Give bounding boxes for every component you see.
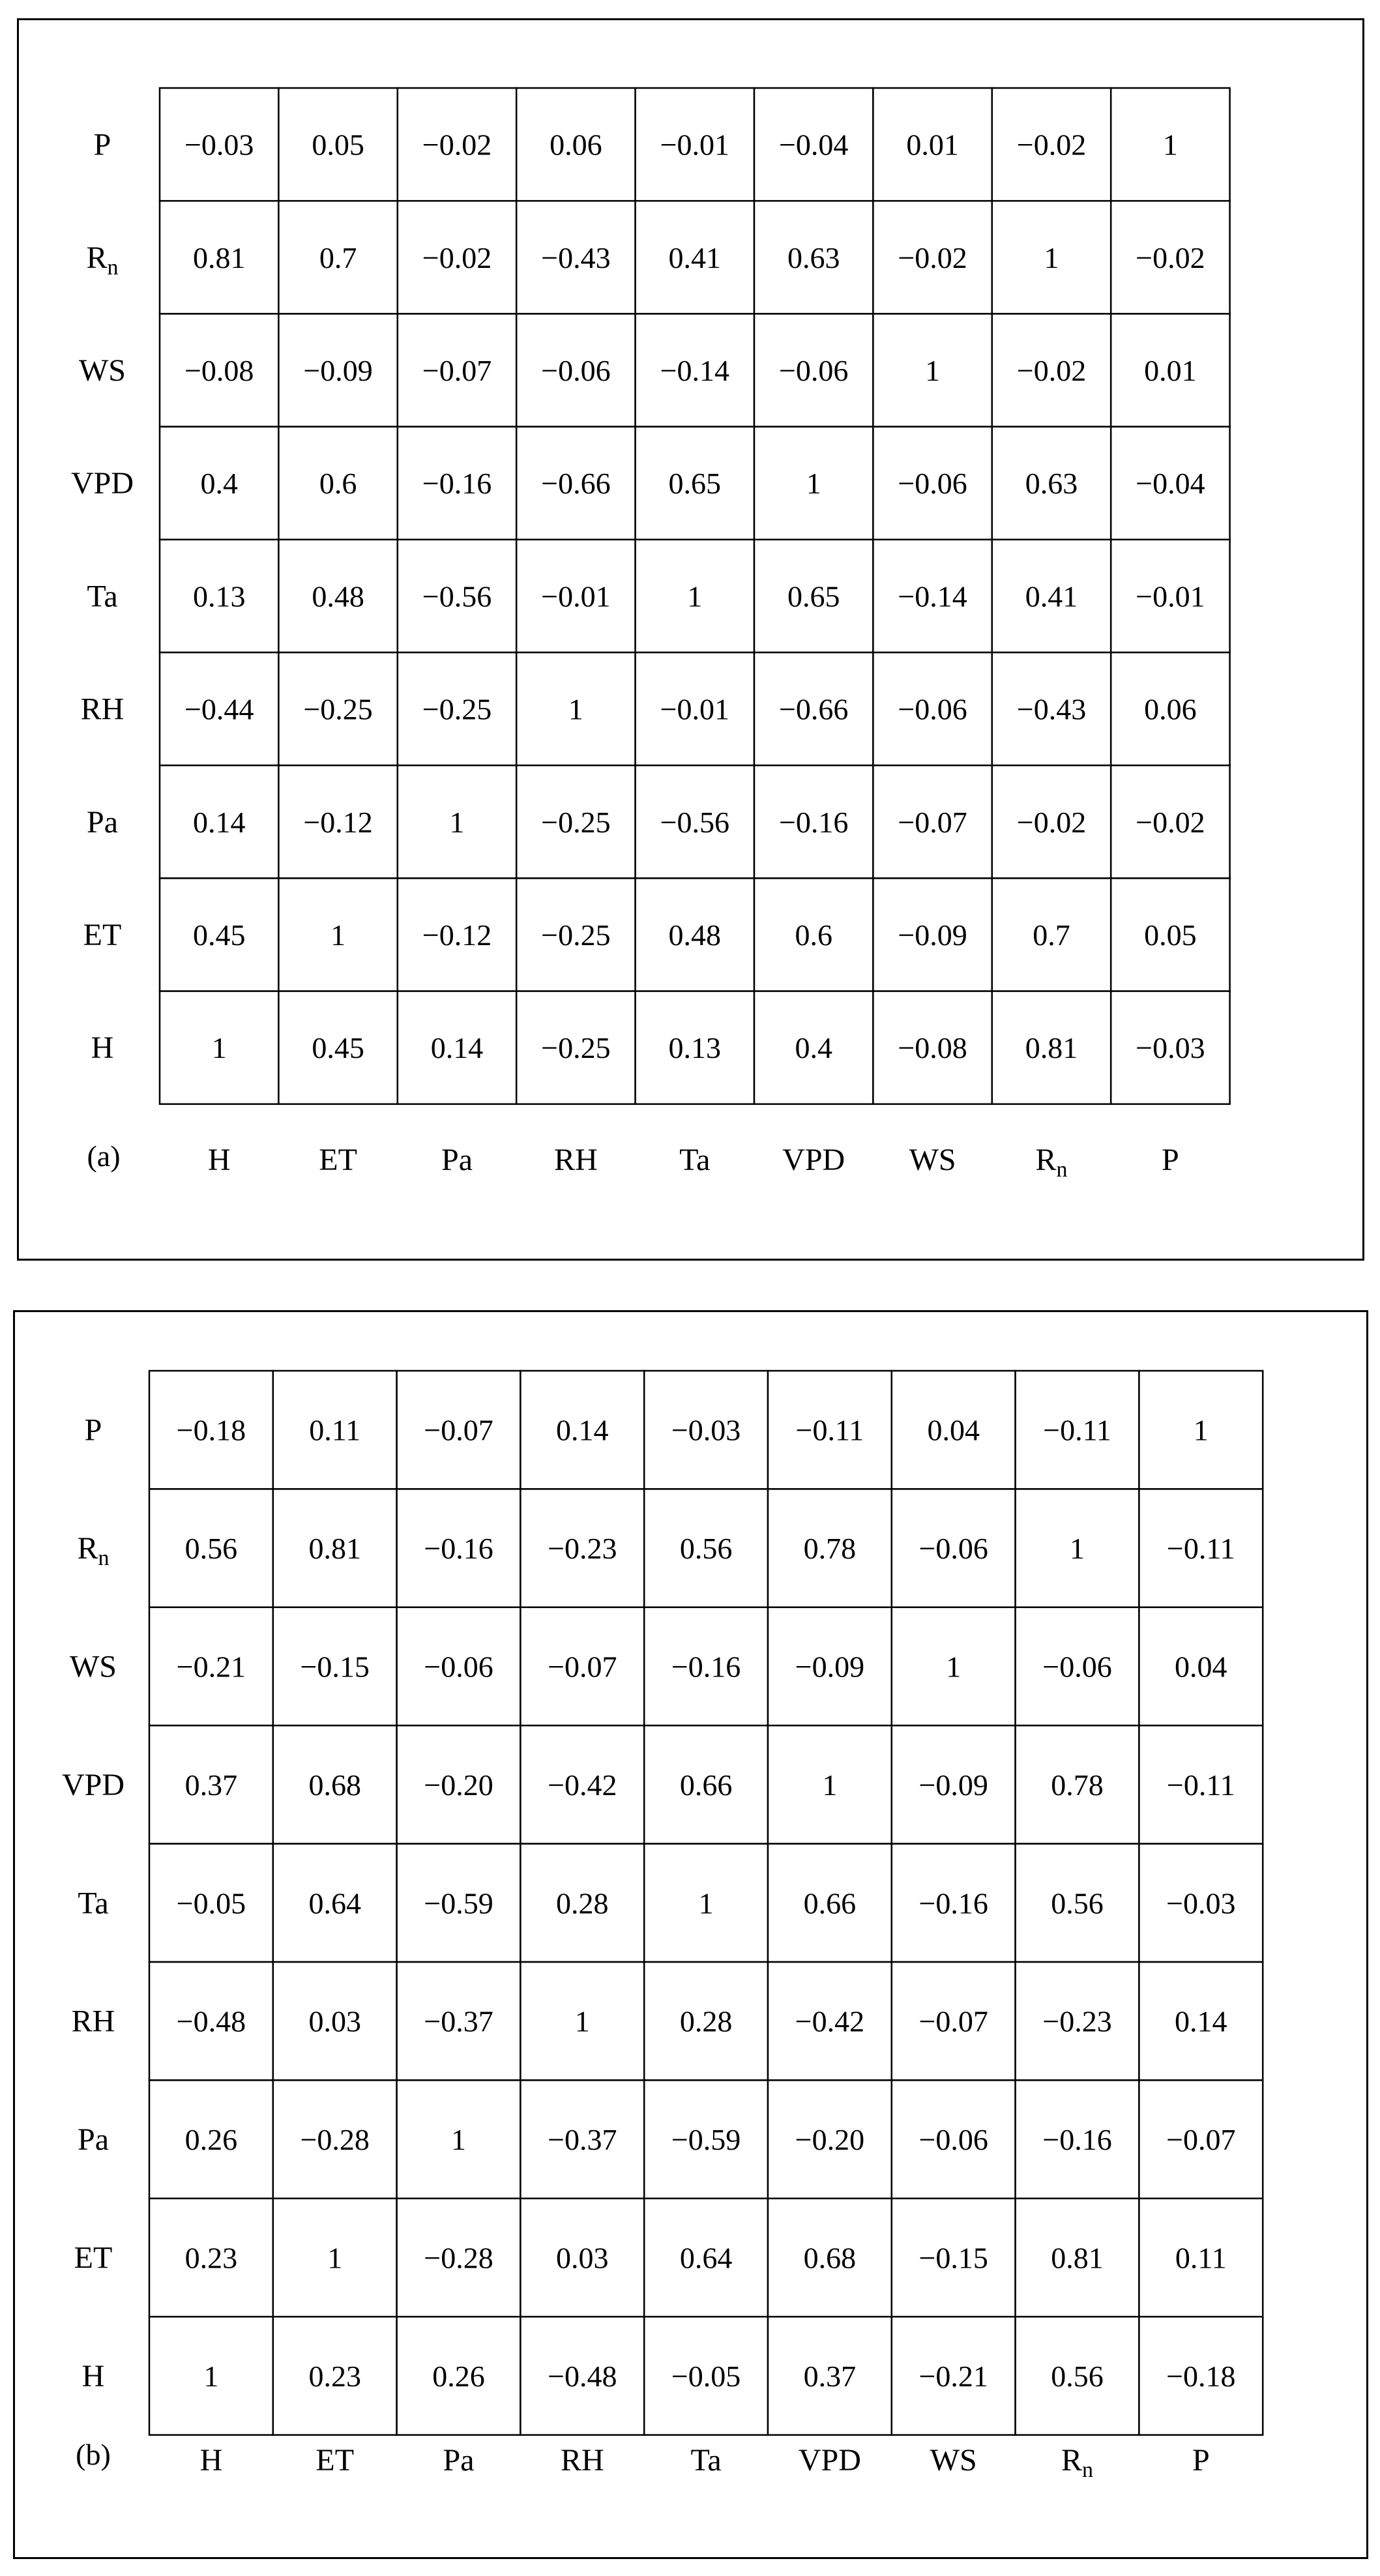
cell-value-h-et: 0.23	[308, 2359, 361, 2393]
cell-value-vpd-ws: −0.06	[898, 467, 967, 501]
cell-value-ta-ta: 1	[687, 579, 703, 613]
cell-value-rh-rn: −0.43	[1016, 692, 1087, 726]
cell-value-rh-et: 0.03	[308, 2004, 361, 2038]
column-label-ta: Ta	[690, 2443, 722, 2478]
cell-value-ta-pa: −0.56	[422, 579, 492, 613]
column-label-p: P	[1162, 1143, 1179, 1177]
cell-value-et-rh: 0.03	[556, 2241, 609, 2275]
cell-value-rn-p: −0.02	[1136, 241, 1205, 274]
cell-value-et-ta: 0.48	[668, 918, 722, 952]
cell-value-p-ws: 0.01	[906, 128, 959, 162]
cell-value-rn-rn: 1	[1070, 1532, 1085, 1566]
row-label-p: P	[93, 127, 111, 162]
row-label-h: H	[81, 2358, 105, 2393]
cell-value-rh-h: −0.44	[184, 692, 254, 726]
row-label-et: ET	[83, 918, 122, 952]
cell-value-h-h: 1	[211, 1031, 227, 1065]
cell-value-ws-et: −0.15	[300, 1650, 370, 1684]
row-label-et: ET	[74, 2240, 113, 2276]
cell-value-p-h: −0.18	[176, 1413, 246, 1447]
column-label-vpd: VPD	[782, 1143, 845, 1177]
cell-value-rh-rn: −0.23	[1042, 2004, 1112, 2038]
cell-value-p-rh: 0.14	[556, 1413, 609, 1447]
column-label-ta: Ta	[679, 1143, 711, 1177]
row-label-pa: Pa	[87, 804, 118, 840]
cell-value-vpd-vpd: 1	[822, 1768, 838, 1802]
column-label-rh: RH	[554, 1143, 598, 1177]
row-label-rh: RH	[80, 692, 125, 727]
cell-value-vpd-rh: −0.66	[541, 467, 611, 501]
cell-value-pa-p: −0.07	[1166, 2123, 1236, 2157]
cell-value-et-h: 0.45	[192, 918, 246, 952]
column-label-et: ET	[316, 2443, 355, 2478]
cell-value-ws-h: −0.08	[184, 354, 254, 387]
cell-value-rh-p: 0.06	[1144, 692, 1197, 726]
correlation-panel-b	[13, 1310, 1368, 2559]
cell-value-h-vpd: 0.4	[795, 1031, 832, 1065]
cell-value-ws-vpd: −0.06	[778, 354, 849, 387]
cell-value-rh-rh: 1	[568, 692, 583, 726]
cell-value-ta-rn: 0.41	[1025, 579, 1078, 613]
cell-value-vpd-h: 0.4	[200, 467, 238, 501]
row-label-vpd: VPD	[70, 466, 134, 501]
cell-value-ta-h: −0.05	[176, 1886, 246, 1920]
cell-value-h-p: −0.18	[1166, 2359, 1236, 2393]
cell-value-rn-pa: −0.16	[424, 1532, 493, 1566]
cell-value-ta-h: 0.13	[192, 579, 246, 613]
column-label-h: H	[207, 1143, 231, 1177]
cell-value-ta-p: −0.03	[1166, 1886, 1236, 1920]
cell-value-pa-ta: −0.56	[660, 805, 730, 839]
cell-value-ta-vpd: 0.66	[803, 1886, 857, 1920]
cell-value-vpd-et: 0.68	[308, 1768, 361, 1802]
cell-value-p-rh: 0.06	[550, 128, 602, 162]
cell-value-ta-p: −0.01	[1136, 579, 1205, 613]
grid-cells	[149, 1371, 1263, 2435]
cell-value-ta-rh: 0.28	[556, 1886, 609, 1920]
cell-value-p-ta: −0.03	[671, 1413, 741, 1447]
cell-value-vpd-rh: −0.42	[548, 1768, 617, 1802]
cell-value-pa-vpd: −0.20	[795, 2123, 865, 2157]
column-label-pa: Pa	[441, 1143, 473, 1177]
cell-value-et-h: 0.23	[184, 2241, 238, 2275]
cell-value-rh-ws: −0.06	[898, 692, 967, 726]
cell-value-ws-vpd: −0.09	[795, 1650, 865, 1684]
cell-value-pa-p: −0.02	[1136, 805, 1205, 839]
cell-value-rn-ws: −0.06	[918, 1532, 988, 1566]
cell-value-et-vpd: 0.68	[803, 2241, 857, 2275]
cell-value-h-vpd: 0.37	[803, 2359, 857, 2393]
cell-value-rn-et: 0.81	[308, 1532, 361, 1566]
cell-value-et-rh: −0.25	[541, 918, 611, 952]
cell-value-pa-h: 0.14	[192, 805, 246, 839]
cell-value-et-pa: −0.12	[422, 918, 492, 952]
cell-value-rh-pa: −0.25	[422, 692, 492, 726]
cell-value-ws-ws: 1	[925, 354, 941, 387]
grid-cells	[160, 88, 1230, 1104]
correlation-panel-a	[17, 18, 1364, 1261]
cell-value-pa-ta: −0.59	[671, 2123, 741, 2157]
cell-value-et-vpd: 0.6	[795, 918, 832, 952]
cell-value-vpd-et: 0.6	[319, 467, 357, 501]
cell-value-ws-h: −0.21	[176, 1650, 246, 1684]
cell-value-vpd-h: 0.37	[184, 1768, 238, 1802]
cell-value-p-rn: −0.11	[1043, 1413, 1111, 1447]
cell-value-rh-ta: −0.01	[660, 692, 730, 726]
cell-value-p-et: 0.05	[312, 128, 364, 162]
cell-value-pa-pa: 1	[451, 2123, 466, 2157]
cell-value-h-rh: −0.48	[548, 2359, 617, 2393]
cell-value-vpd-ta: 0.65	[668, 467, 722, 501]
cell-value-pa-pa: 1	[449, 805, 465, 839]
panel-label-b: (b)	[76, 2438, 111, 2471]
column-label-vpd: VPD	[798, 2443, 861, 2478]
cell-value-rn-p: −0.11	[1166, 1532, 1235, 1566]
cell-value-p-h: −0.03	[184, 128, 254, 162]
cell-value-ws-ta: −0.14	[660, 354, 730, 387]
cell-value-vpd-ta: 0.66	[679, 1768, 733, 1802]
cell-value-rn-pa: −0.02	[422, 241, 492, 274]
cell-value-ws-p: 0.01	[1144, 354, 1197, 387]
cell-value-rn-ws: −0.02	[898, 241, 967, 274]
cell-value-h-p: −0.03	[1136, 1031, 1205, 1065]
cell-value-ta-vpd: 0.65	[787, 579, 840, 613]
cell-value-pa-vpd: −0.16	[778, 805, 849, 839]
row-label-p: P	[84, 1412, 102, 1448]
column-label-ws: WS	[930, 2443, 977, 2478]
cell-value-ta-et: 0.48	[312, 579, 364, 613]
column-label-p: P	[1192, 2443, 1210, 2478]
cell-value-rn-rh: −0.43	[541, 241, 611, 274]
panel-label-a: (a)	[87, 1139, 121, 1173]
cell-value-rh-pa: −0.37	[424, 2004, 493, 2038]
cell-value-pa-et: −0.12	[303, 805, 373, 839]
cell-value-ws-ws: 1	[946, 1650, 962, 1684]
cell-value-p-et: 0.11	[309, 1413, 361, 1447]
cell-value-p-pa: −0.07	[424, 1413, 493, 1447]
cell-value-ws-pa: −0.07	[422, 354, 492, 387]
cell-value-ws-rn: −0.02	[1016, 354, 1087, 387]
column-label-rn: $R_n$	[1035, 1143, 1068, 1182]
cell-value-vpd-rn: 0.78	[1051, 1768, 1104, 1802]
cell-value-rn-rh: −0.23	[548, 1532, 617, 1566]
row-label-ws: WS	[79, 353, 126, 388]
cell-value-h-ta: 0.13	[668, 1031, 722, 1065]
cell-value-et-et: 1	[327, 2241, 343, 2275]
cell-value-et-p: 0.11	[1175, 2241, 1227, 2275]
cell-value-ws-rh: −0.06	[541, 354, 611, 387]
row-label-rn: $R_n$	[77, 1531, 110, 1571]
column-label-ws: WS	[909, 1143, 956, 1177]
cell-value-vpd-rn: 0.63	[1025, 467, 1078, 501]
column-label-h: H	[199, 2443, 223, 2478]
cell-value-p-vpd: −0.04	[778, 128, 849, 162]
cell-value-pa-rh: −0.25	[541, 805, 611, 839]
cell-value-rh-ta: 0.28	[679, 2004, 733, 2038]
cell-value-h-ws: −0.08	[898, 1031, 967, 1065]
cell-value-rh-p: 0.14	[1175, 2004, 1227, 2038]
row-label-ta: Ta	[78, 1886, 109, 1921]
cell-value-rn-h: 0.56	[184, 1532, 238, 1566]
cell-value-ws-p: 0.04	[1175, 1650, 1227, 1684]
column-label-et: ET	[319, 1143, 357, 1177]
cell-value-rn-h: 0.81	[192, 241, 246, 274]
cell-value-rn-vpd: 0.78	[803, 1532, 857, 1566]
cell-value-vpd-ws: −0.09	[918, 1768, 988, 1802]
cell-value-ws-rn: −0.06	[1042, 1650, 1112, 1684]
cell-value-ta-rn: 0.56	[1051, 1886, 1104, 1920]
cell-value-vpd-vpd: 1	[806, 467, 821, 501]
cell-value-ta-ws: −0.16	[918, 1886, 988, 1920]
cell-value-h-pa: 0.26	[432, 2359, 485, 2393]
cell-value-et-pa: −0.28	[424, 2241, 493, 2275]
cell-value-ws-ta: −0.16	[671, 1650, 741, 1684]
cell-value-et-rn: 0.81	[1051, 2241, 1104, 2275]
row-label-h: H	[91, 1031, 114, 1066]
cell-value-p-vpd: −0.11	[795, 1413, 864, 1447]
row-label-ws: WS	[70, 1649, 117, 1684]
column-label-rn: $R_n$	[1061, 2443, 1094, 2482]
cell-value-rh-et: −0.25	[303, 692, 373, 726]
cell-value-pa-rn: −0.02	[1016, 805, 1087, 839]
cell-value-et-p: 0.05	[1144, 918, 1197, 952]
cell-value-h-rh: −0.25	[541, 1031, 611, 1065]
cell-value-ta-ta: 1	[698, 1886, 714, 1920]
row-label-rn: $R_n$	[86, 240, 119, 280]
cell-value-h-h: 1	[203, 2359, 219, 2393]
cell-value-et-et: 1	[330, 918, 346, 952]
column-label-pa: Pa	[443, 2443, 475, 2478]
cell-value-rh-rh: 1	[574, 2004, 590, 2038]
cell-value-p-pa: −0.02	[422, 128, 492, 162]
row-label-rh: RH	[71, 2004, 115, 2039]
cell-value-ws-rh: −0.07	[548, 1650, 617, 1684]
cell-value-ta-pa: −0.59	[424, 1886, 493, 1920]
cell-value-ws-et: −0.09	[303, 354, 373, 387]
cell-value-h-rn: 0.56	[1051, 2359, 1104, 2393]
cell-value-rn-ta: 0.56	[679, 1532, 733, 1566]
cell-value-p-ws: 0.04	[927, 1413, 980, 1447]
cell-value-pa-h: 0.26	[184, 2123, 238, 2157]
cell-value-pa-et: −0.28	[300, 2123, 370, 2157]
cell-value-pa-ws: −0.07	[898, 805, 967, 839]
cell-value-p-p: 1	[1193, 1413, 1209, 1447]
cell-value-h-pa: 0.14	[430, 1031, 484, 1065]
row-label-ta: Ta	[87, 579, 118, 614]
row-label-pa: Pa	[78, 2122, 109, 2158]
cell-value-et-rn: 0.7	[1033, 918, 1070, 952]
column-label-rh: RH	[560, 2443, 604, 2478]
cell-value-vpd-p: −0.04	[1136, 467, 1205, 501]
cell-value-rn-rn: 1	[1044, 241, 1059, 274]
cell-value-h-et: 0.45	[312, 1031, 364, 1065]
cell-value-et-ta: 0.64	[679, 2241, 733, 2275]
cell-value-et-ws: −0.15	[918, 2241, 988, 2275]
cell-value-rn-et: 0.7	[319, 241, 357, 274]
cell-value-ta-rh: −0.01	[541, 579, 611, 613]
cell-value-rn-vpd: 0.63	[787, 241, 840, 274]
cell-value-et-ws: −0.09	[898, 918, 967, 952]
cell-value-ta-ws: −0.14	[898, 579, 967, 613]
correlation-grid-a	[19, 20, 1362, 1259]
cell-value-vpd-pa: −0.20	[424, 1768, 493, 1802]
cell-value-h-ta: −0.05	[671, 2359, 741, 2393]
cell-value-vpd-p: −0.11	[1166, 1768, 1235, 1802]
correlation-grid-b	[15, 1312, 1366, 2557]
cell-value-h-rn: 0.81	[1025, 1031, 1078, 1065]
cell-value-rh-vpd: −0.66	[778, 692, 849, 726]
row-label-vpd: VPD	[61, 1767, 125, 1802]
cell-value-rn-ta: 0.41	[668, 241, 722, 274]
cell-value-pa-rn: −0.16	[1042, 2123, 1112, 2157]
cell-value-rh-h: −0.48	[176, 2004, 246, 2038]
cell-value-p-p: 1	[1162, 128, 1178, 162]
cell-value-pa-rh: −0.37	[548, 2123, 617, 2157]
cell-value-p-rn: −0.02	[1016, 128, 1087, 162]
cell-value-pa-ws: −0.06	[918, 2123, 988, 2157]
cell-value-ta-et: 0.64	[308, 1886, 361, 1920]
cell-value-h-ws: −0.21	[918, 2359, 988, 2393]
cell-value-rh-ws: −0.07	[918, 2004, 988, 2038]
cell-value-p-ta: −0.01	[660, 128, 730, 162]
cell-value-ws-pa: −0.06	[424, 1650, 493, 1684]
cell-value-rh-vpd: −0.42	[795, 2004, 865, 2038]
cell-value-vpd-pa: −0.16	[422, 467, 492, 501]
